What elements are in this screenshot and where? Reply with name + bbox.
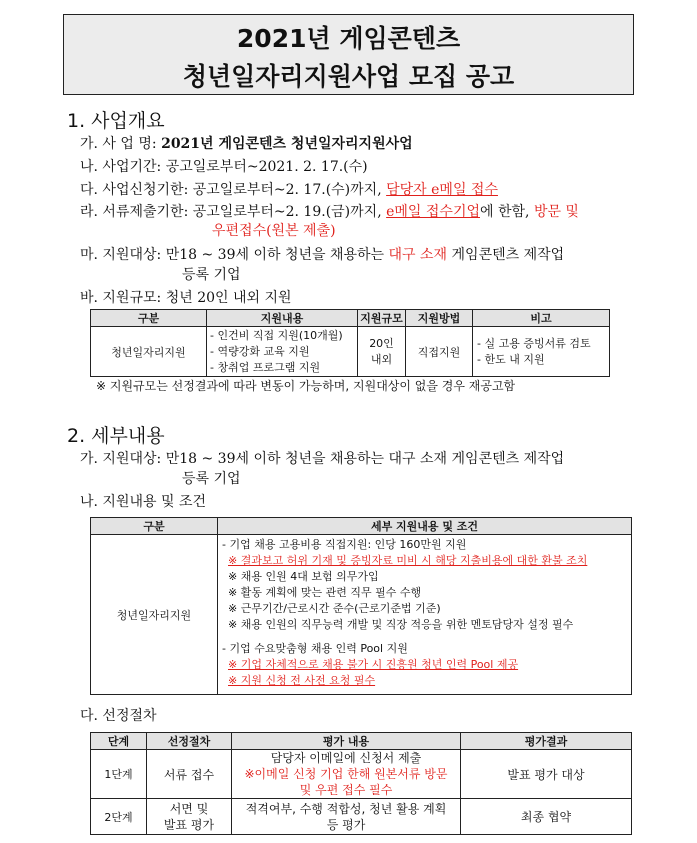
item-ma-highlight: 대구 소재: [388, 247, 448, 263]
item-ra-value: 공고일로부터~2. 19.(금)까지,: [192, 204, 382, 220]
s2-item-ga: [80, 448, 564, 468]
item-ba-value: 청년 20인 내외 지원: [165, 290, 292, 306]
detail-line: ※ 근무기간/근로시간 준수(근로기준법 기준): [228, 602, 441, 615]
table-row: [91, 535, 632, 695]
support-scale-table: [90, 309, 610, 377]
item-ma: [80, 244, 564, 264]
result-cell: 최종 협약: [461, 799, 632, 835]
content-line: 담당자 이메일에 신청서 제출: [270, 751, 422, 765]
item-ga: [80, 133, 413, 153]
table1-contents: [207, 327, 358, 377]
content-cell: [232, 799, 461, 835]
detail-line-red: ※ 결과보고 허위 기재 및 증빙자료 미비 시 해당 지출비용에 대한 환불 조치: [228, 554, 588, 567]
table1-scale: [358, 327, 406, 377]
table3-header: 단계: [91, 733, 147, 750]
title-line1: 2021년 게임콘텐츠: [236, 24, 461, 53]
table2-category: 청년일자리지원: [91, 535, 218, 695]
step-cell: 2단계: [91, 799, 147, 835]
item-ra-highlight1: e메일 접수기업: [386, 204, 480, 220]
detail-line: - 기업 채용 고용비용 직접지원: 인당 160만원 지원: [222, 538, 467, 551]
detail-spacer: [222, 633, 631, 641]
item-ma-value-post: 게임콘텐츠 제작업: [451, 247, 565, 263]
section1-heading: 1. 사업개요: [67, 110, 165, 132]
step-cell: 1단계: [91, 750, 147, 799]
item-ra-mid: 에 한함,: [480, 204, 530, 220]
section1-note: ※ 지원규모는 선정결과에 따라 변동이 가능하며, 지원대상이 없을 경우 재공고함: [96, 379, 516, 393]
item-da-label: 다. 사업신청기한:: [80, 182, 189, 198]
title-box: [63, 14, 634, 95]
procedure-cell: [147, 799, 232, 835]
content-line-red: ※이메일 신청 기업 한해 원본서류 방문: [244, 767, 448, 781]
content-line: 등 평가: [326, 817, 366, 832]
s2-item-da: 다. 선정절차: [80, 708, 157, 724]
detail-line: ※ 채용 인원의 직무능력 개발 및 직장 적응을 위한 멘토담당자 설정 필수: [228, 618, 574, 631]
selection-process-table: [90, 732, 632, 835]
procedure-line: 발표 평가: [163, 817, 215, 832]
item-na-label: 나. 사업기간:: [80, 159, 162, 175]
table1-scale-line: 20인: [369, 336, 394, 350]
detail-line: ※ 활동 계획에 맞는 관련 직무 필수 수행: [228, 586, 422, 599]
table1-header-row: [91, 310, 610, 327]
detail-conditions-table: [90, 517, 632, 695]
item-na-value: 공고일로부터~2021. 2. 17.(수): [165, 159, 368, 175]
result-cell: 발표 평가 대상: [461, 750, 632, 799]
table2-header-row: [91, 518, 632, 535]
item-ma-label: 마. 지원대상:: [80, 247, 162, 263]
table3-header: 평가결과: [461, 733, 632, 750]
item-ga-label: 가. 사 업 명:: [80, 136, 157, 152]
content-cell: [232, 750, 461, 799]
table1-content-line: - 역량강화 교육 지원: [210, 344, 310, 358]
item-ba-label: 바. 지원규모:: [80, 290, 162, 306]
table1-header: 비고: [473, 310, 610, 327]
s2-item-ga-value: 만18 ~ 39세 이하 청년을 채용하는 대구 소재 게임콘텐츠 제작업: [165, 451, 565, 467]
item-ra-line2: 우편접수(원본 제출): [212, 223, 336, 239]
procedure-cell: 서류 접수: [147, 750, 232, 799]
item-ba: [80, 287, 292, 307]
table-row: [91, 750, 632, 799]
item-da-value: 공고일로부터~2. 17.(수)까지,: [192, 182, 382, 198]
table2-details: [218, 535, 632, 695]
table1-category: 청년일자리지원: [91, 327, 207, 377]
table2-header: 세부 지원내용 및 조건: [218, 518, 632, 535]
s2-item-na: 나. 지원내용 및 조건: [80, 494, 206, 510]
item-ra-highlight2: 방문 및: [533, 204, 579, 220]
table3-header: 평가 내용: [232, 733, 461, 750]
table1-scale-line: 내외: [370, 352, 393, 366]
item-na: [80, 156, 368, 176]
table1-content-line: - 창취업 프로그램 지원: [210, 360, 321, 374]
table1-method: 직접지원: [406, 327, 473, 377]
s2-item-ga-line2: 등록 기업: [182, 471, 241, 487]
item-ra-label: 라. 서류제출기한:: [80, 204, 189, 220]
content-line: 적격여부, 수행 적합성, 청년 활용 계획: [245, 801, 447, 816]
table1-remark-line: - 실 고용 증빙서류 검토: [477, 336, 591, 350]
detail-line-red: ※ 지원 신청 전 사전 요청 필수: [228, 674, 376, 687]
section2-heading: 2. 세부내용: [67, 425, 165, 447]
detail-line-red: ※ 기업 자체적으로 채용 불가 시 진흥원 청년 인력 Pool 제공: [228, 658, 519, 671]
table1-header: 구분: [91, 310, 207, 327]
table1-remarks: [473, 327, 610, 377]
detail-line: - 기업 수요맞춤형 채용 인력 Pool 지원: [222, 642, 408, 655]
table1-header: 지원내용: [207, 310, 358, 327]
item-ma-value-pre: 만18 ~ 39세 이하 청년을 채용하는: [165, 247, 385, 263]
item-ra: [80, 201, 579, 221]
s2-item-ga-label: 가. 지원대상:: [80, 451, 162, 467]
procedure-line: 서면 및: [169, 801, 209, 816]
table1-header: 지원방법: [406, 310, 473, 327]
table1-remark-line: - 한도 내 지원: [477, 352, 545, 366]
table-row: [91, 327, 610, 377]
table3-header: 선정절차: [147, 733, 232, 750]
table-row: [91, 799, 632, 835]
content-line-red: 및 우편 접수 필수: [299, 783, 393, 797]
item-da-highlight: 담당자 e메일 접수: [386, 182, 498, 198]
item-ga-value: 2021년 게임콘텐츠 청년일자리지원사업: [161, 136, 413, 152]
detail-line: ※ 채용 인원 4대 보험 의무가입: [228, 570, 379, 583]
table1-header: 지원규모: [358, 310, 406, 327]
item-da: [80, 179, 498, 199]
item-ma-line2: 등록 기업: [182, 267, 241, 283]
table1-content-line: - 인건비 직접 지원(10개월): [210, 328, 343, 342]
table2-header: 구분: [91, 518, 218, 535]
table3-header-row: [91, 733, 632, 750]
title-line2: 청년일자리지원사업 모집 공고: [182, 62, 515, 91]
